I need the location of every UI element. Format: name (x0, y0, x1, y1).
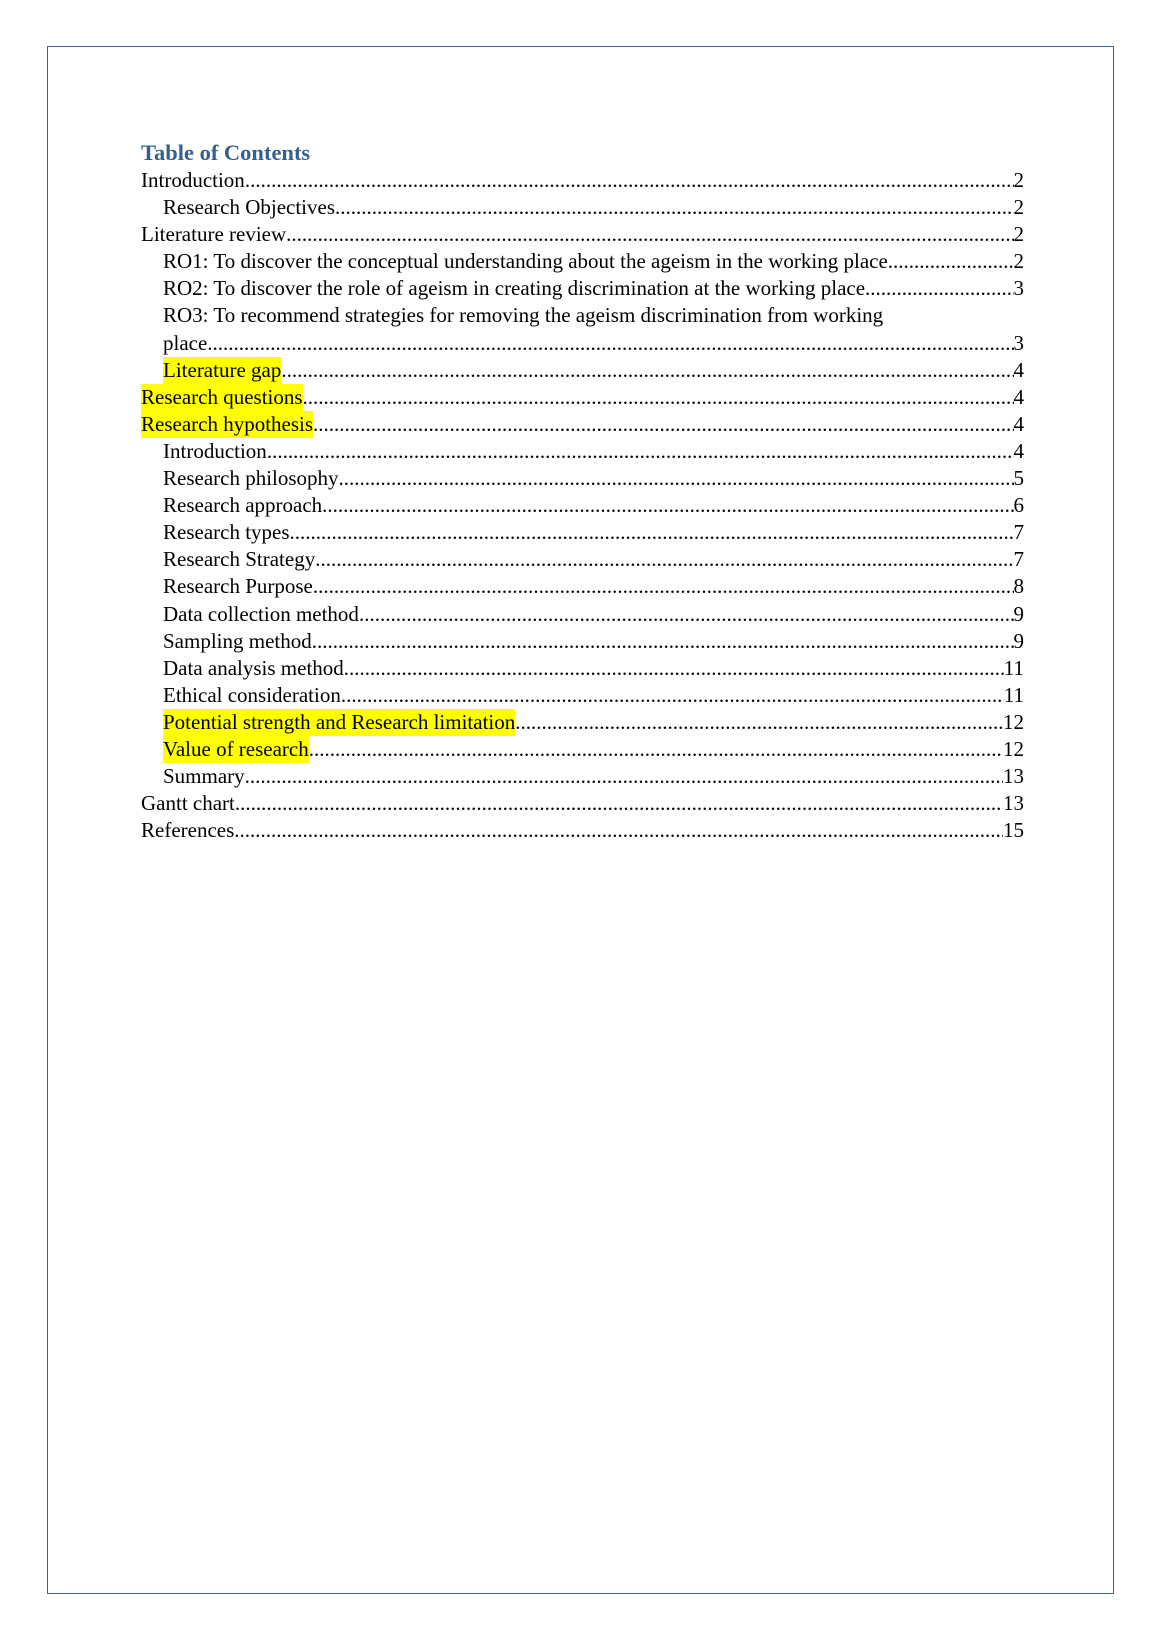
toc-page-number: 13 (1003, 764, 1024, 789)
toc-entry-label: Literature gap (163, 357, 281, 384)
toc-dot-leader (888, 248, 1014, 275)
toc-entry[interactable] (141, 357, 1024, 384)
toc-dot-leader (339, 465, 1014, 492)
toc-page-number: 11 (1003, 655, 1024, 680)
toc-page-number: 13 (1003, 791, 1024, 816)
toc-entry[interactable] (141, 628, 1024, 655)
toc-entry-label: Potential strength and Research limitation (163, 709, 515, 736)
toc-dot-leader (515, 709, 1003, 736)
toc-entry[interactable] (141, 438, 1024, 465)
toc-page-number: 4 (1013, 438, 1024, 463)
toc-entry[interactable] (141, 655, 1024, 682)
toc-dot-leader (312, 628, 1014, 655)
toc-dot-leader (309, 736, 1003, 763)
toc-entry[interactable] (141, 167, 1024, 194)
toc-list (141, 167, 1024, 844)
toc-entry[interactable] (141, 194, 1024, 221)
toc-entry-label: Research approach (163, 493, 323, 518)
toc-page-number: 4 (1013, 357, 1024, 382)
toc-dot-leader (286, 221, 1013, 248)
toc-entry-label: Gantt chart (141, 791, 235, 816)
toc-entry-label: Summary (163, 764, 245, 789)
toc-dot-leader (303, 384, 1014, 411)
toc-entry-label: Literature review (141, 222, 287, 247)
toc-entry[interactable] (141, 573, 1024, 600)
toc-entry[interactable] (141, 817, 1024, 844)
toc-entry-label: Introduction (163, 438, 267, 463)
toc-entry-label: Data analysis method (163, 655, 344, 680)
toc-page-number: 11 (1003, 682, 1024, 707)
toc-entry-label: Research Purpose (163, 574, 313, 599)
toc-entry-label: Data collection method (163, 601, 359, 626)
toc-dot-leader (313, 411, 1013, 438)
toc-entry[interactable] (141, 736, 1024, 763)
toc-page-number: 2 (1013, 249, 1024, 274)
toc-entry[interactable] (141, 709, 1024, 736)
toc-entry-label: RO3: To recommend strategies for removing the ageism discrimination from working (163, 303, 884, 328)
toc-entry-label: Sampling method (163, 628, 312, 653)
toc-entry-label: Research questions (141, 384, 303, 411)
toc-page-number: 6 (1013, 493, 1024, 518)
toc-page-number: 9 (1013, 601, 1024, 626)
toc-page-number: 5 (1013, 466, 1024, 491)
toc-page-number: 2 (1013, 168, 1024, 192)
toc-entry-label: RO1: To discover the conceptual understanding about the ageism in the working place (163, 249, 888, 274)
toc-dot-leader (335, 194, 1013, 221)
toc-entry-label: Value of research (163, 736, 309, 763)
toc-entry-label: Research Objectives (163, 195, 336, 220)
toc-page-number: 2 (1013, 195, 1024, 220)
toc-dot-leader (207, 330, 1013, 357)
toc-entry[interactable] (141, 221, 1024, 248)
toc-entry[interactable] (141, 411, 1024, 438)
toc-entry[interactable] (141, 682, 1024, 709)
toc-entry[interactable] (141, 601, 1024, 628)
toc-entry[interactable] (141, 302, 1024, 356)
toc-page-number: 9 (1013, 628, 1024, 653)
toc-page-number: 12 (1003, 709, 1024, 734)
toc-entry[interactable] (141, 546, 1024, 573)
toc-page-number: 7 (1013, 547, 1024, 572)
toc-dot-leader (267, 438, 1014, 465)
toc-entry-label: References (141, 818, 235, 843)
toc-dot-leader (322, 492, 1013, 519)
toc-entry[interactable] (141, 465, 1024, 492)
toc-dot-leader (235, 790, 1003, 817)
toc-dot-leader (315, 546, 1013, 573)
toc-entry-label: RO2: To discover the role of ageism in creating discrimination at the working place (163, 276, 866, 301)
toc-entry[interactable] (141, 492, 1024, 519)
toc-page-number: 4 (1013, 384, 1024, 409)
toc-entry[interactable] (141, 790, 1024, 817)
toc-page-number: 4 (1013, 411, 1024, 436)
toc-entry-label: Introduction (141, 168, 245, 192)
toc-dot-leader (245, 167, 1014, 194)
toc-dot-leader (281, 357, 1013, 384)
table-of-contents (141, 139, 1024, 844)
toc-entry-label: Research philosophy (163, 466, 339, 491)
toc-page-number: 7 (1013, 520, 1024, 545)
toc-page-number: 15 (1003, 818, 1024, 843)
toc-entry[interactable] (141, 275, 1024, 302)
toc-entry-label: Research Strategy (163, 547, 316, 572)
toc-dot-leader (290, 519, 1014, 546)
toc-dot-leader (245, 763, 1003, 790)
toc-dot-leader (313, 573, 1014, 600)
toc-entry[interactable] (141, 763, 1024, 790)
toc-title: Table of Contents (141, 140, 311, 165)
toc-entry[interactable] (141, 384, 1024, 411)
toc-page-number: 8 (1013, 574, 1024, 599)
toc-entry-label: place (163, 330, 208, 355)
toc-page-number: 3 (1013, 330, 1024, 355)
toc-entry-label: Ethical consideration (163, 682, 341, 707)
toc-dot-leader (341, 682, 1004, 709)
toc-entry[interactable] (141, 519, 1024, 546)
toc-entry-label: Research hypothesis (141, 411, 313, 438)
toc-page-number: 2 (1013, 222, 1024, 247)
toc-entry-label: Research types (163, 520, 290, 545)
toc-dot-leader (865, 275, 1013, 302)
toc-page-number: 12 (1003, 736, 1024, 761)
toc-dot-leader (344, 655, 1004, 682)
toc-entry[interactable] (141, 248, 1024, 275)
toc-dot-leader (359, 601, 1014, 628)
toc-dot-leader (234, 817, 1003, 844)
toc-page-number: 3 (1013, 276, 1024, 301)
